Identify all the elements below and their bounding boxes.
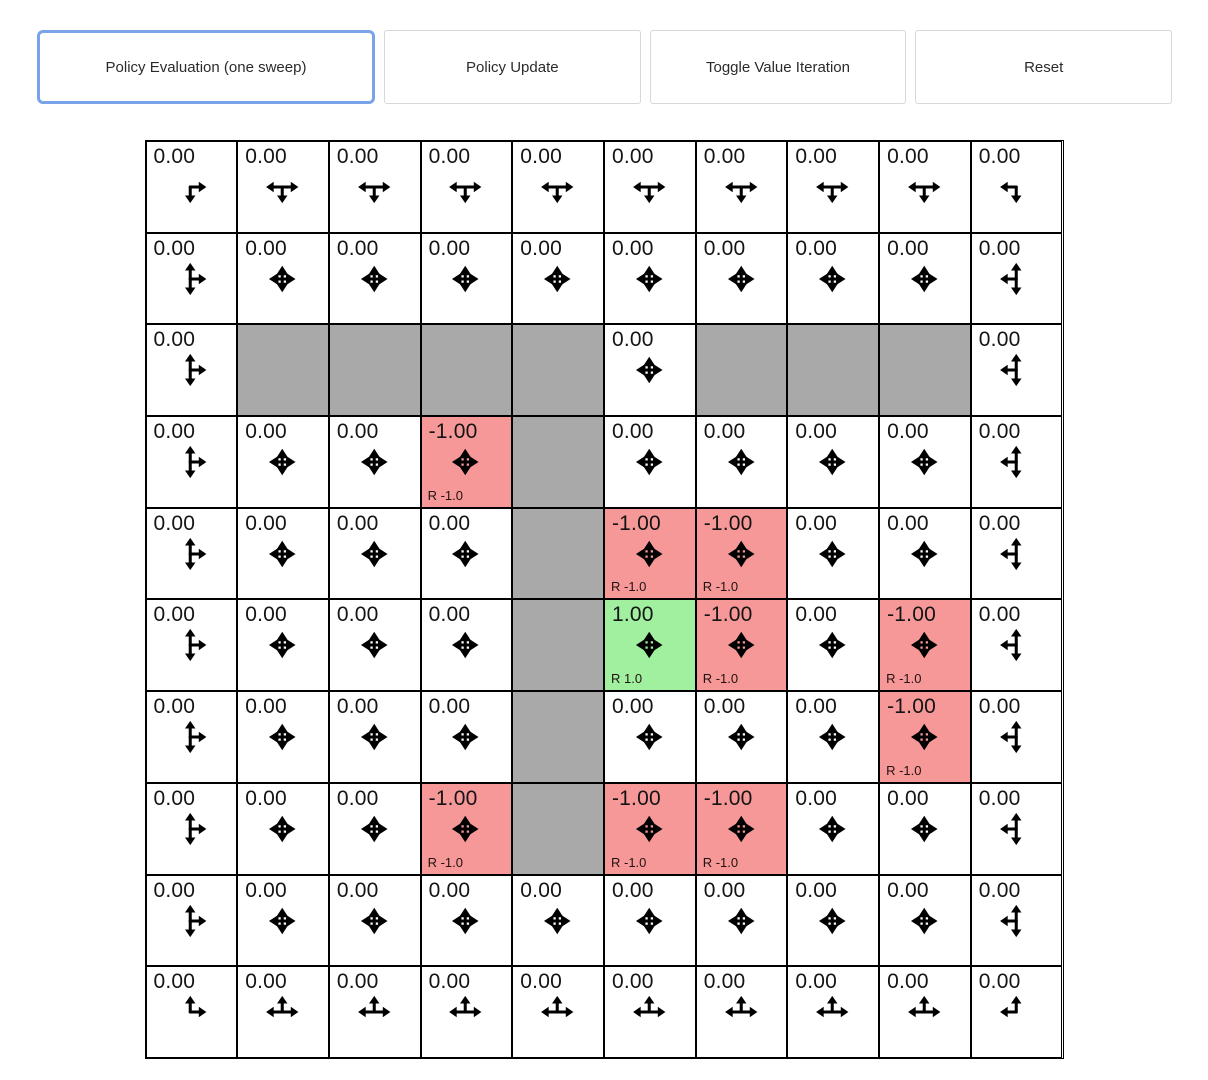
cell-value: 0.00 xyxy=(245,420,287,444)
grid-cell[interactable] xyxy=(604,233,696,325)
cell-value: 0.00 xyxy=(336,603,379,627)
policy-arrows-icon xyxy=(355,902,393,945)
cell-value: 0.00 xyxy=(520,145,562,168)
grid-cell[interactable] xyxy=(421,691,513,783)
cell-value: 0.00 xyxy=(795,603,838,627)
policy-arrows-icon xyxy=(172,260,210,303)
grid-cell[interactable] xyxy=(879,416,971,508)
policy-arrows-icon xyxy=(172,718,210,761)
cell-value: 0.00 xyxy=(520,236,562,260)
grid-cell[interactable] xyxy=(879,233,971,325)
cell-value: 0.00 xyxy=(153,603,196,627)
cell-value: 0.00 xyxy=(978,145,1021,168)
policy-arrows-icon xyxy=(630,443,668,486)
policy-arrows-icon xyxy=(722,168,760,211)
policy-arrows-icon xyxy=(722,718,760,761)
grid-cell[interactable] xyxy=(696,508,788,600)
grid-cell-wall xyxy=(879,324,971,416)
grid-cell-wall xyxy=(329,324,421,416)
cell-value: 0.00 xyxy=(245,511,287,535)
grid-cell-wall xyxy=(512,783,604,875)
cell-reward: R 1.0 xyxy=(610,671,643,687)
policy-arrows-icon xyxy=(630,902,668,945)
cell-reward: R -1.0 xyxy=(427,487,463,503)
grid-cell[interactable] xyxy=(146,141,238,233)
cell-value: 0.00 xyxy=(887,145,929,168)
grid-cell-wall xyxy=(512,416,604,508)
grid-cell[interactable] xyxy=(329,508,421,600)
cell-value: 0.00 xyxy=(703,970,746,994)
cell-value: 0.00 xyxy=(428,145,471,168)
policy-arrows-icon xyxy=(905,902,943,945)
policy-arrows-icon xyxy=(263,626,301,669)
grid-cell[interactable] xyxy=(604,599,696,691)
grid-cell[interactable] xyxy=(879,691,971,783)
cell-value: -1.00 xyxy=(611,511,661,535)
grid-cell[interactable] xyxy=(329,233,421,325)
cell-value: 0.00 xyxy=(978,786,1021,810)
policy-arrows-icon xyxy=(447,443,485,486)
grid-cell-wall xyxy=(512,599,604,691)
policy-arrows-icon xyxy=(355,626,393,669)
cell-value: 0.00 xyxy=(978,878,1021,902)
grid-cell[interactable] xyxy=(237,233,329,325)
toggle-value-iteration-button[interactable]: Toggle Value Iteration xyxy=(650,30,907,104)
cell-value: -1.00 xyxy=(428,786,478,810)
grid-cell[interactable] xyxy=(237,783,329,875)
grid-cell[interactable] xyxy=(146,599,238,691)
policy-arrows-icon xyxy=(905,443,943,486)
cell-value: 1.00 xyxy=(611,603,654,627)
policy-arrows-icon xyxy=(722,443,760,486)
grid-cell[interactable] xyxy=(146,508,238,600)
cell-value: 0.00 xyxy=(611,878,654,902)
cell-value: 0.00 xyxy=(245,236,287,260)
grid-cell[interactable] xyxy=(237,508,329,600)
cell-value: -1.00 xyxy=(611,786,661,810)
cell-value: 0.00 xyxy=(703,420,746,444)
policy-arrows-icon xyxy=(172,902,210,945)
grid-cell[interactable] xyxy=(971,875,1063,967)
policy-arrows-icon xyxy=(905,718,943,761)
cell-value: 0.00 xyxy=(978,511,1021,535)
cell-value: 0.00 xyxy=(336,878,379,902)
cell-value: 0.00 xyxy=(428,878,471,902)
grid-cell[interactable] xyxy=(146,233,238,325)
policy-arrows-icon xyxy=(447,626,485,669)
grid-cell[interactable] xyxy=(604,508,696,600)
policy-arrows-icon xyxy=(722,993,760,1036)
cell-value: 0.00 xyxy=(978,420,1021,444)
cell-reward: R -1.0 xyxy=(702,579,739,595)
policy-arrows-icon xyxy=(997,993,1035,1036)
cell-value: 0.00 xyxy=(245,695,287,719)
cell-value: 0.00 xyxy=(703,878,746,902)
cell-value: 0.00 xyxy=(795,970,838,994)
cell-value: -1.00 xyxy=(428,420,478,444)
policy-arrows-icon xyxy=(630,351,668,394)
grid-cell[interactable] xyxy=(329,416,421,508)
policy-arrows-icon xyxy=(630,810,668,853)
cell-value: 0.00 xyxy=(336,145,379,168)
policy-arrows-icon xyxy=(355,168,393,211)
policy-arrows-icon xyxy=(722,810,760,853)
policy-arrows-icon xyxy=(722,260,760,303)
grid-cell[interactable] xyxy=(971,599,1063,691)
grid-cell[interactable] xyxy=(971,324,1063,416)
cell-value: 0.00 xyxy=(336,970,379,994)
grid-cell-wall xyxy=(512,508,604,600)
grid-cell[interactable] xyxy=(329,599,421,691)
cell-value: 0.00 xyxy=(245,878,287,902)
policy-arrows-icon xyxy=(997,902,1035,945)
policy-arrows-icon xyxy=(263,443,301,486)
cell-value: 0.00 xyxy=(611,145,654,168)
cell-value: 0.00 xyxy=(611,328,654,352)
policy-arrows-icon xyxy=(905,993,943,1036)
grid-cell-wall xyxy=(237,324,329,416)
policy-arrows-icon xyxy=(172,443,210,486)
cell-value: 0.00 xyxy=(611,695,654,719)
policy-arrows-icon xyxy=(447,718,485,761)
grid-cell[interactable] xyxy=(512,141,604,233)
cell-value: 0.00 xyxy=(153,420,196,444)
cell-value: 0.00 xyxy=(703,695,746,719)
grid-cell[interactable] xyxy=(329,141,421,233)
policy-arrows-icon xyxy=(263,168,301,211)
grid-cell[interactable] xyxy=(146,324,238,416)
grid-cell[interactable] xyxy=(971,508,1063,600)
grid-cell[interactable] xyxy=(971,141,1063,233)
cell-value: -1.00 xyxy=(887,603,936,627)
grid-cell[interactable] xyxy=(971,416,1063,508)
policy-evaluation-button[interactable]: Policy Evaluation (one sweep) xyxy=(37,30,375,104)
policy-arrows-icon xyxy=(263,260,301,303)
policy-arrows-icon xyxy=(263,810,301,853)
cell-value: 0.00 xyxy=(887,420,929,444)
cell-value: 0.00 xyxy=(153,695,196,719)
policy-arrows-icon xyxy=(538,993,576,1036)
grid-cell[interactable] xyxy=(146,783,238,875)
grid-cell-wall xyxy=(696,324,788,416)
policy-arrows-icon xyxy=(355,443,393,486)
policy-arrows-icon xyxy=(355,535,393,578)
cell-value: -1.00 xyxy=(703,511,753,535)
grid-cell[interactable] xyxy=(696,875,788,967)
cell-reward: R -1.0 xyxy=(702,671,739,687)
grid-cell[interactable] xyxy=(879,783,971,875)
cell-value: -1.00 xyxy=(703,786,753,810)
cell-value: 0.00 xyxy=(336,786,379,810)
policy-arrows-icon xyxy=(722,626,760,669)
grid-cell[interactable] xyxy=(604,966,696,1058)
grid-cell[interactable] xyxy=(696,783,788,875)
policy-arrows-icon xyxy=(538,168,576,211)
policy-arrows-icon xyxy=(172,168,210,211)
grid-cell[interactable] xyxy=(696,599,788,691)
cell-value: 0.00 xyxy=(887,970,929,994)
policy-arrows-icon xyxy=(447,902,485,945)
cell-value: 0.00 xyxy=(703,236,746,260)
policy-arrows-icon xyxy=(538,902,576,945)
grid-cell[interactable] xyxy=(604,783,696,875)
cell-value: 0.00 xyxy=(153,145,196,168)
grid-cell[interactable] xyxy=(329,875,421,967)
policy-arrows-icon xyxy=(447,168,485,211)
policy-arrows-icon xyxy=(447,810,485,853)
grid-cell[interactable] xyxy=(512,875,604,967)
cell-value: 0.00 xyxy=(336,236,379,260)
grid-cell[interactable] xyxy=(146,875,238,967)
policy-arrows-icon xyxy=(813,902,851,945)
policy-arrows-icon xyxy=(172,810,210,853)
grid-cell-wall xyxy=(512,324,604,416)
cell-value: -1.00 xyxy=(887,695,936,719)
grid-cell[interactable] xyxy=(604,141,696,233)
policy-arrows-icon xyxy=(355,810,393,853)
cell-value: 0.00 xyxy=(428,695,471,719)
policy-arrows-icon xyxy=(447,535,485,578)
policy-arrows-icon xyxy=(905,626,943,669)
policy-arrows-icon xyxy=(630,718,668,761)
grid-cell-wall xyxy=(421,324,513,416)
cell-value: 0.00 xyxy=(887,236,929,260)
grid-cell[interactable] xyxy=(421,966,513,1058)
cell-value: 0.00 xyxy=(153,970,196,994)
grid-cell[interactable] xyxy=(237,599,329,691)
policy-arrows-icon xyxy=(172,993,210,1036)
grid-cell[interactable] xyxy=(787,783,879,875)
grid-cell[interactable] xyxy=(604,875,696,967)
cell-value: 0.00 xyxy=(795,145,838,168)
cell-reward: R -1.0 xyxy=(610,854,647,870)
cell-value: 0.00 xyxy=(428,236,471,260)
grid-cell[interactable] xyxy=(146,691,238,783)
cell-value: 0.00 xyxy=(428,970,471,994)
cell-reward: R -1.0 xyxy=(886,762,922,778)
policy-arrows-icon xyxy=(263,718,301,761)
cell-value: 0.00 xyxy=(245,786,287,810)
policy-arrows-icon xyxy=(997,168,1035,211)
cell-value: 0.00 xyxy=(978,328,1021,352)
policy-arrows-icon xyxy=(355,260,393,303)
policy-arrows-icon xyxy=(813,810,851,853)
policy-arrows-icon xyxy=(905,810,943,853)
cell-value: 0.00 xyxy=(153,236,196,260)
cell-value: 0.00 xyxy=(795,511,838,535)
cell-value: 0.00 xyxy=(245,603,287,627)
grid-cell[interactable] xyxy=(787,691,879,783)
grid-cell[interactable] xyxy=(146,416,238,508)
grid-cell[interactable] xyxy=(879,875,971,967)
grid-cell[interactable] xyxy=(971,691,1063,783)
policy-arrows-icon xyxy=(813,993,851,1036)
policy-arrows-icon xyxy=(447,260,485,303)
policy-arrows-icon xyxy=(722,902,760,945)
toolbar xyxy=(37,30,1172,104)
grid-cell[interactable] xyxy=(421,875,513,967)
cell-value: 0.00 xyxy=(336,420,379,444)
grid-cell[interactable] xyxy=(696,233,788,325)
policy-arrows-icon xyxy=(997,443,1035,486)
grid-cell[interactable] xyxy=(971,966,1063,1058)
policy-arrows-icon xyxy=(813,626,851,669)
cell-value: 0.00 xyxy=(611,420,654,444)
grid-cell[interactable] xyxy=(421,416,513,508)
grid-cell[interactable] xyxy=(237,416,329,508)
grid-cell[interactable] xyxy=(787,141,879,233)
grid-cell[interactable] xyxy=(971,233,1063,325)
grid-cell[interactable] xyxy=(237,141,329,233)
cell-value: 0.00 xyxy=(978,970,1021,994)
policy-arrows-icon xyxy=(997,351,1035,394)
policy-arrows-icon xyxy=(997,260,1035,303)
grid-cell[interactable] xyxy=(879,141,971,233)
cell-value: 0.00 xyxy=(428,603,471,627)
cell-value: 0.00 xyxy=(795,695,838,719)
grid-cell[interactable] xyxy=(696,141,788,233)
grid-cell[interactable] xyxy=(696,966,788,1058)
grid-cell[interactable] xyxy=(421,783,513,875)
cell-value: 0.00 xyxy=(978,236,1021,260)
policy-arrows-icon xyxy=(905,535,943,578)
grid-cell[interactable] xyxy=(421,599,513,691)
gridworld-grid xyxy=(145,140,1064,1059)
grid-cell[interactable] xyxy=(879,508,971,600)
reset-button[interactable]: Reset xyxy=(915,30,1172,104)
policy-arrows-icon xyxy=(997,626,1035,669)
cell-value: 0.00 xyxy=(703,145,746,168)
cell-value: 0.00 xyxy=(887,878,929,902)
grid-cell[interactable] xyxy=(421,508,513,600)
cell-reward: R -1.0 xyxy=(886,671,922,687)
grid-cell[interactable] xyxy=(879,599,971,691)
cell-reward: R -1.0 xyxy=(427,854,463,870)
policy-arrows-icon xyxy=(630,168,668,211)
cell-value: -1.00 xyxy=(703,603,753,627)
grid-cell[interactable] xyxy=(787,233,879,325)
cell-reward: R -1.0 xyxy=(702,854,739,870)
cell-value: 0.00 xyxy=(611,970,654,994)
grid-cell[interactable] xyxy=(787,416,879,508)
policy-arrows-icon xyxy=(172,626,210,669)
policy-arrows-icon xyxy=(263,535,301,578)
grid-cell[interactable] xyxy=(237,966,329,1058)
cell-value: 0.00 xyxy=(153,328,196,352)
policy-arrows-icon xyxy=(997,718,1035,761)
grid-cell[interactable] xyxy=(421,141,513,233)
policy-arrows-icon xyxy=(630,260,668,303)
cell-reward: R -1.0 xyxy=(610,579,647,595)
cell-value: 0.00 xyxy=(795,420,838,444)
policy-arrows-icon xyxy=(263,902,301,945)
grid-cell[interactable] xyxy=(787,508,879,600)
cell-value: 0.00 xyxy=(795,236,838,260)
grid-cell[interactable] xyxy=(512,966,604,1058)
policy-arrows-icon xyxy=(813,168,851,211)
grid-cell[interactable] xyxy=(971,783,1063,875)
cell-value: 0.00 xyxy=(887,511,929,535)
policy-arrows-icon xyxy=(172,535,210,578)
policy-arrows-icon xyxy=(813,718,851,761)
policy-arrows-icon xyxy=(630,535,668,578)
policy-arrows-icon xyxy=(813,443,851,486)
policy-arrows-icon xyxy=(722,535,760,578)
cell-value: 0.00 xyxy=(978,603,1021,627)
grid-cell[interactable] xyxy=(237,875,329,967)
grid-cell[interactable] xyxy=(329,691,421,783)
policy-arrows-icon xyxy=(263,993,301,1036)
grid-cell[interactable] xyxy=(421,233,513,325)
policy-arrows-icon xyxy=(630,993,668,1036)
cell-value: 0.00 xyxy=(245,145,287,168)
cell-value: 0.00 xyxy=(153,878,196,902)
grid-cell[interactable] xyxy=(879,966,971,1058)
cell-value: 0.00 xyxy=(153,786,196,810)
grid-cell[interactable] xyxy=(787,966,879,1058)
grid-cell[interactable] xyxy=(329,783,421,875)
cell-value: 0.00 xyxy=(336,511,379,535)
grid-cell[interactable] xyxy=(604,324,696,416)
grid-cell[interactable] xyxy=(604,691,696,783)
policy-arrows-icon xyxy=(997,810,1035,853)
policy-arrows-icon xyxy=(172,351,210,394)
grid-cell[interactable] xyxy=(787,875,879,967)
grid-cell-wall xyxy=(512,691,604,783)
policy-arrows-icon xyxy=(538,260,576,303)
policy-arrows-icon xyxy=(905,168,943,211)
policy-update-button[interactable]: Policy Update xyxy=(384,30,641,104)
policy-arrows-icon xyxy=(905,260,943,303)
grid-cell[interactable] xyxy=(237,691,329,783)
grid-cell[interactable] xyxy=(696,691,788,783)
cell-value: 0.00 xyxy=(520,970,562,994)
policy-arrows-icon xyxy=(447,993,485,1036)
grid-cell[interactable] xyxy=(146,966,238,1058)
cell-value: 0.00 xyxy=(611,236,654,260)
grid-cell[interactable] xyxy=(329,966,421,1058)
cell-value: 0.00 xyxy=(245,970,287,994)
cell-value: 0.00 xyxy=(795,786,838,810)
policy-arrows-icon xyxy=(813,535,851,578)
policy-arrows-icon xyxy=(355,993,393,1036)
policy-arrows-icon xyxy=(813,260,851,303)
cell-value: 0.00 xyxy=(887,786,929,810)
grid-cell[interactable] xyxy=(787,599,879,691)
grid-cell[interactable] xyxy=(604,416,696,508)
policy-arrows-icon xyxy=(630,626,668,669)
cell-value: 0.00 xyxy=(978,695,1021,719)
grid-cell[interactable] xyxy=(696,416,788,508)
cell-value: 0.00 xyxy=(428,511,471,535)
policy-arrows-icon xyxy=(997,535,1035,578)
grid-cell[interactable] xyxy=(512,233,604,325)
grid-cell-wall xyxy=(787,324,879,416)
policy-arrows-icon xyxy=(355,718,393,761)
cell-value: 0.00 xyxy=(795,878,838,902)
cell-value: 0.00 xyxy=(153,511,196,535)
cell-value: 0.00 xyxy=(520,878,562,902)
cell-value: 0.00 xyxy=(336,695,379,719)
